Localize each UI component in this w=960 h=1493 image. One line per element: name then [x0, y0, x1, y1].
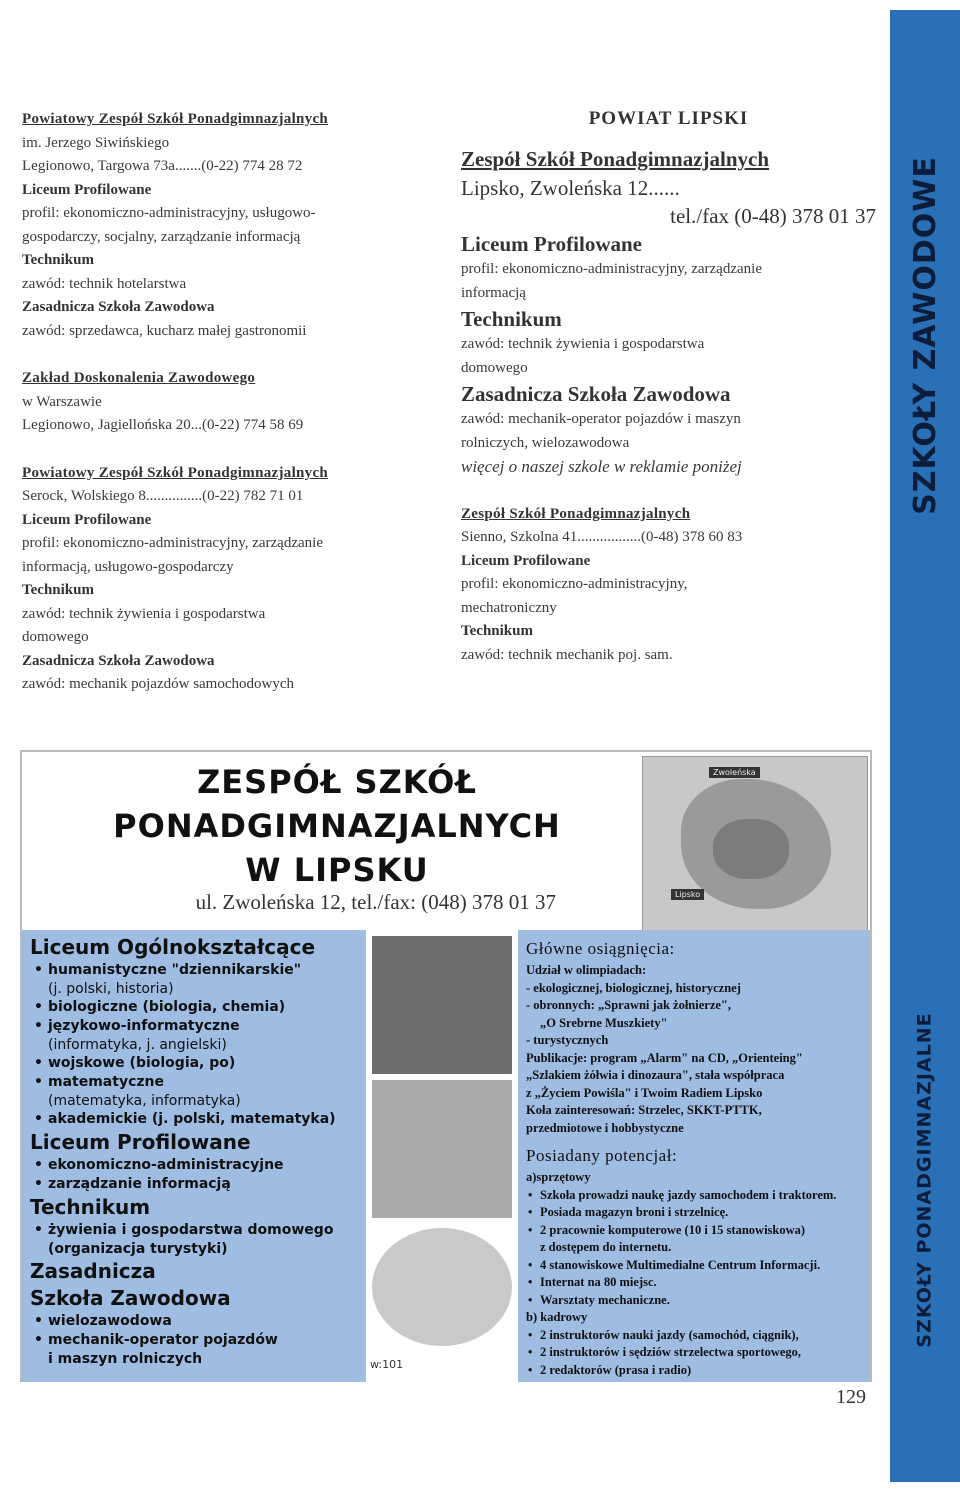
ad-line: z „Życiem Powiśla" i Twoim Radiem Lipsko	[526, 1085, 763, 1100]
school-type: Zasadnicza Szkoła Zawodowa	[22, 652, 215, 669]
ad-list-item: • żywienia i gospodarstwa domowego	[30, 1221, 358, 1240]
ad-line: • 2 pracownie komputerowe (10 i 15 stanowiskowa)	[526, 1222, 862, 1240]
ad-list-item: • zarządzanie informacją	[30, 1175, 358, 1194]
school-profile: mechatroniczny	[461, 599, 557, 616]
ad-line: - obronnych: „Sprawni jak żołnierze",	[526, 998, 731, 1012]
ad-line: Publikacje: program „Alarm" na CD, „Orienteing"	[526, 1050, 803, 1065]
school-profession: domowego	[22, 629, 89, 645]
ad-section-heading: Liceum Ogólnokształcące	[30, 935, 316, 959]
ad-achievements-panel	[518, 930, 870, 1382]
ad-line: przedmiotowe i hobbystyczne	[526, 1120, 684, 1135]
school-profession: zawód: technik żywienia i gospodarstwa	[461, 336, 705, 352]
school-address: Legionowo, Targowa 73a.......(0-22) 774 28 72	[22, 158, 303, 174]
school-type: Technikum	[22, 582, 94, 598]
ad-list-item-detail: (matematyka, informatyka)	[48, 1093, 241, 1109]
ad-list-item: • wielozawodowa	[30, 1312, 358, 1331]
school-profile: informacją, usługowo-gospodarczy	[22, 558, 234, 575]
ad-section-heading: Posiadany potencjał:	[526, 1146, 678, 1165]
ad-list-item-detail: (organizacja turystyki)	[48, 1241, 228, 1257]
section-tab	[890, 10, 960, 1482]
school-name: Powiatowy Zespół Szkół Ponadgimnazjalnych	[22, 464, 329, 481]
school-profession: rolniczych, wielozawodowa	[461, 434, 630, 451]
ad-list-item: • biologiczne (biologia, chemia)	[30, 998, 358, 1017]
school-type: Liceum Profilowane	[22, 511, 152, 528]
right-column	[461, 108, 876, 667]
school-type: Liceum Profilowane	[461, 232, 643, 256]
section-label-top: SZKOŁY ZAWODOWE	[907, 155, 943, 515]
ad-line: • Warsztaty mechaniczne.	[526, 1292, 862, 1310]
school-profession: zawód: technik hotelarstwa	[22, 275, 187, 292]
more-info-note: więcej o naszej szkole w reklamie poniżej	[461, 457, 742, 476]
ad-line: z dostępem do internetu.	[540, 1240, 672, 1254]
group-photo	[372, 936, 512, 1074]
school-name: Zakład Doskonalenia Zawodowego	[22, 370, 256, 386]
ad-list-item: • językowo-informatyczne	[30, 1017, 358, 1036]
ad-list-item: • ekonomiczno-administracyjne	[30, 1156, 358, 1175]
school-address: Serock, Wolskiego 8...............(0-22) 782 71 01	[22, 488, 304, 504]
school-profile: informacją	[461, 284, 526, 301]
school-profession: zawód: technik żywienia i gospodarstwa	[22, 605, 266, 622]
school-type: Technikum	[22, 252, 94, 268]
ad-address: ul. Zwoleńska 12, tel./fax: (048) 378 01 37	[195, 890, 556, 914]
ad-list-item: • akademickie (j. polski, matematyka)	[30, 1110, 358, 1129]
ad-line: • 2 redaktorów (prasa i radio)	[526, 1362, 862, 1380]
school-profession: zawód: mechanik pojazdów samochodowych	[22, 676, 294, 692]
ad-line: a)sprzętowy	[526, 1170, 591, 1184]
school-patron: im. Jerzego Siwińskiego	[22, 134, 170, 151]
school-profile: profil: ekonomiczno-administracyjny, usługowo-	[22, 205, 316, 221]
ad-photos	[366, 930, 518, 1382]
ad-list-item-detail: i maszyn rolniczych	[48, 1351, 203, 1367]
school-profession: zawód: sprzedawca, kucharz małej gastronomii	[22, 322, 307, 339]
map-label: Lipsko	[671, 889, 704, 900]
ad-line: - turystycznych	[526, 1033, 609, 1047]
school-type: Zasadnicza Szkoła Zawodowa	[22, 299, 215, 315]
school-address: Sienno, Szkolna 41.................(0-48) 378 60 83	[461, 529, 743, 545]
ad-list-item: • mechanik-operator pojazdów	[30, 1331, 358, 1350]
ad-section-heading: Technikum	[30, 1195, 151, 1219]
food-photo	[372, 1228, 512, 1346]
left-column	[22, 108, 442, 697]
ad-line: Koła zainteresowań: Strzelec, SKKT-PTTK,	[526, 1103, 762, 1117]
school-type: Technikum	[461, 623, 533, 639]
ad-line: • 2 instruktorów nauki jazdy (samochód, ciągnik),	[526, 1327, 862, 1345]
ad-section-heading: Szkoła Zawodowa	[30, 1286, 231, 1310]
school-name: Powiatowy Zespół Szkół Ponadgimnazjalnych	[22, 111, 329, 127]
school-address: Legionowo, Jagiellońska 20...(0-22) 774 58 69	[22, 417, 304, 433]
section-label-bottom: SZKOŁY PONADGIMNAZJALNE	[914, 1012, 936, 1348]
school-profession: zawód: mechanik-operator pojazdów i maszyn	[461, 411, 741, 427]
ad-line: b) kadrowy	[526, 1310, 588, 1324]
ad-line: „O Srebrne Muszkiety"	[540, 1015, 668, 1030]
school-profession: domowego	[461, 359, 528, 376]
ad-line: • Szkoła prowadzi naukę jazdy samochodem i traktorem.	[526, 1187, 862, 1205]
ad-line: „Szlakiem żółwia i dinozaura", stała współpraca	[526, 1068, 785, 1082]
ad-line: • 4 stanowiskowe Multimedialne Centrum Informacji.	[526, 1257, 862, 1275]
school-advertisement	[20, 750, 872, 1382]
ad-list-item-detail: (informatyka, j. angielski)	[48, 1037, 227, 1053]
ad-title: ZESPÓŁ SZKÓŁ PONADGIMNAZJALNYCH W LIPSKU	[113, 763, 561, 889]
ad-school-types-panel	[22, 930, 366, 1382]
shooting-range-photo	[372, 1080, 512, 1218]
ad-list-item: • humanistyczne "dziennikarskie"	[30, 961, 358, 980]
ad-list-item-detail: (j. polski, historia)	[48, 981, 174, 997]
ad-list-item: • wojskowe (biologia, po)	[30, 1054, 358, 1073]
school-profile: gospodarczy, socjalny, zarządzanie informacją	[22, 228, 301, 245]
school-name: Zespół Szkół Ponadgimnazjalnych	[461, 505, 691, 522]
school-address: Lipsko, Zwoleńska 12......	[461, 176, 680, 200]
ad-section-heading: Główne osiągnięcia:	[526, 939, 675, 958]
school-profile: profil: ekonomiczno-administracyjny, zarządzanie	[22, 535, 323, 551]
ad-line: - ekologicznej, biologicznej, historycznej	[526, 980, 741, 995]
school-type: Liceum Profilowane	[461, 552, 591, 569]
school-profile: profil: ekonomiczno-administracyjny, zarządzanie	[461, 261, 762, 277]
location-map	[642, 756, 868, 932]
ad-section-heading: Zasadnicza	[30, 1259, 156, 1283]
ad-line: • 2 instruktorów i sędziów strzelectwa sportowego,	[526, 1344, 862, 1362]
ad-list-item: • matematyczne	[30, 1073, 358, 1092]
school-type: Technikum	[461, 307, 562, 331]
school-type: Liceum Profilowane	[22, 181, 152, 198]
ad-line: • Posiada magazyn broni i strzelnicę.	[526, 1204, 862, 1222]
school-city: w Warszawie	[22, 393, 102, 410]
school-type: Zasadnicza Szkoła Zawodowa	[461, 382, 731, 406]
map-label: Zwoleńska	[709, 767, 760, 778]
school-profession: zawód: technik mechanik poj. sam.	[461, 646, 673, 663]
school-profile: profil: ekonomiczno-administracyjny,	[461, 576, 688, 592]
district-heading: POWIAT LIPSKI	[588, 108, 749, 129]
page-number: 129	[836, 1386, 866, 1408]
school-phone: tel./fax (0-48) 378 01 37	[670, 204, 876, 228]
ad-section-heading: Liceum Profilowane	[30, 1130, 251, 1154]
photo-caption: w:101	[370, 1358, 404, 1371]
school-name: Zespół Szkół Ponadgimnazjalnych	[461, 147, 770, 171]
ad-line: Udział w olimpiadach:	[526, 963, 647, 977]
ad-line: • Internat na 80 miejsc.	[526, 1274, 862, 1292]
